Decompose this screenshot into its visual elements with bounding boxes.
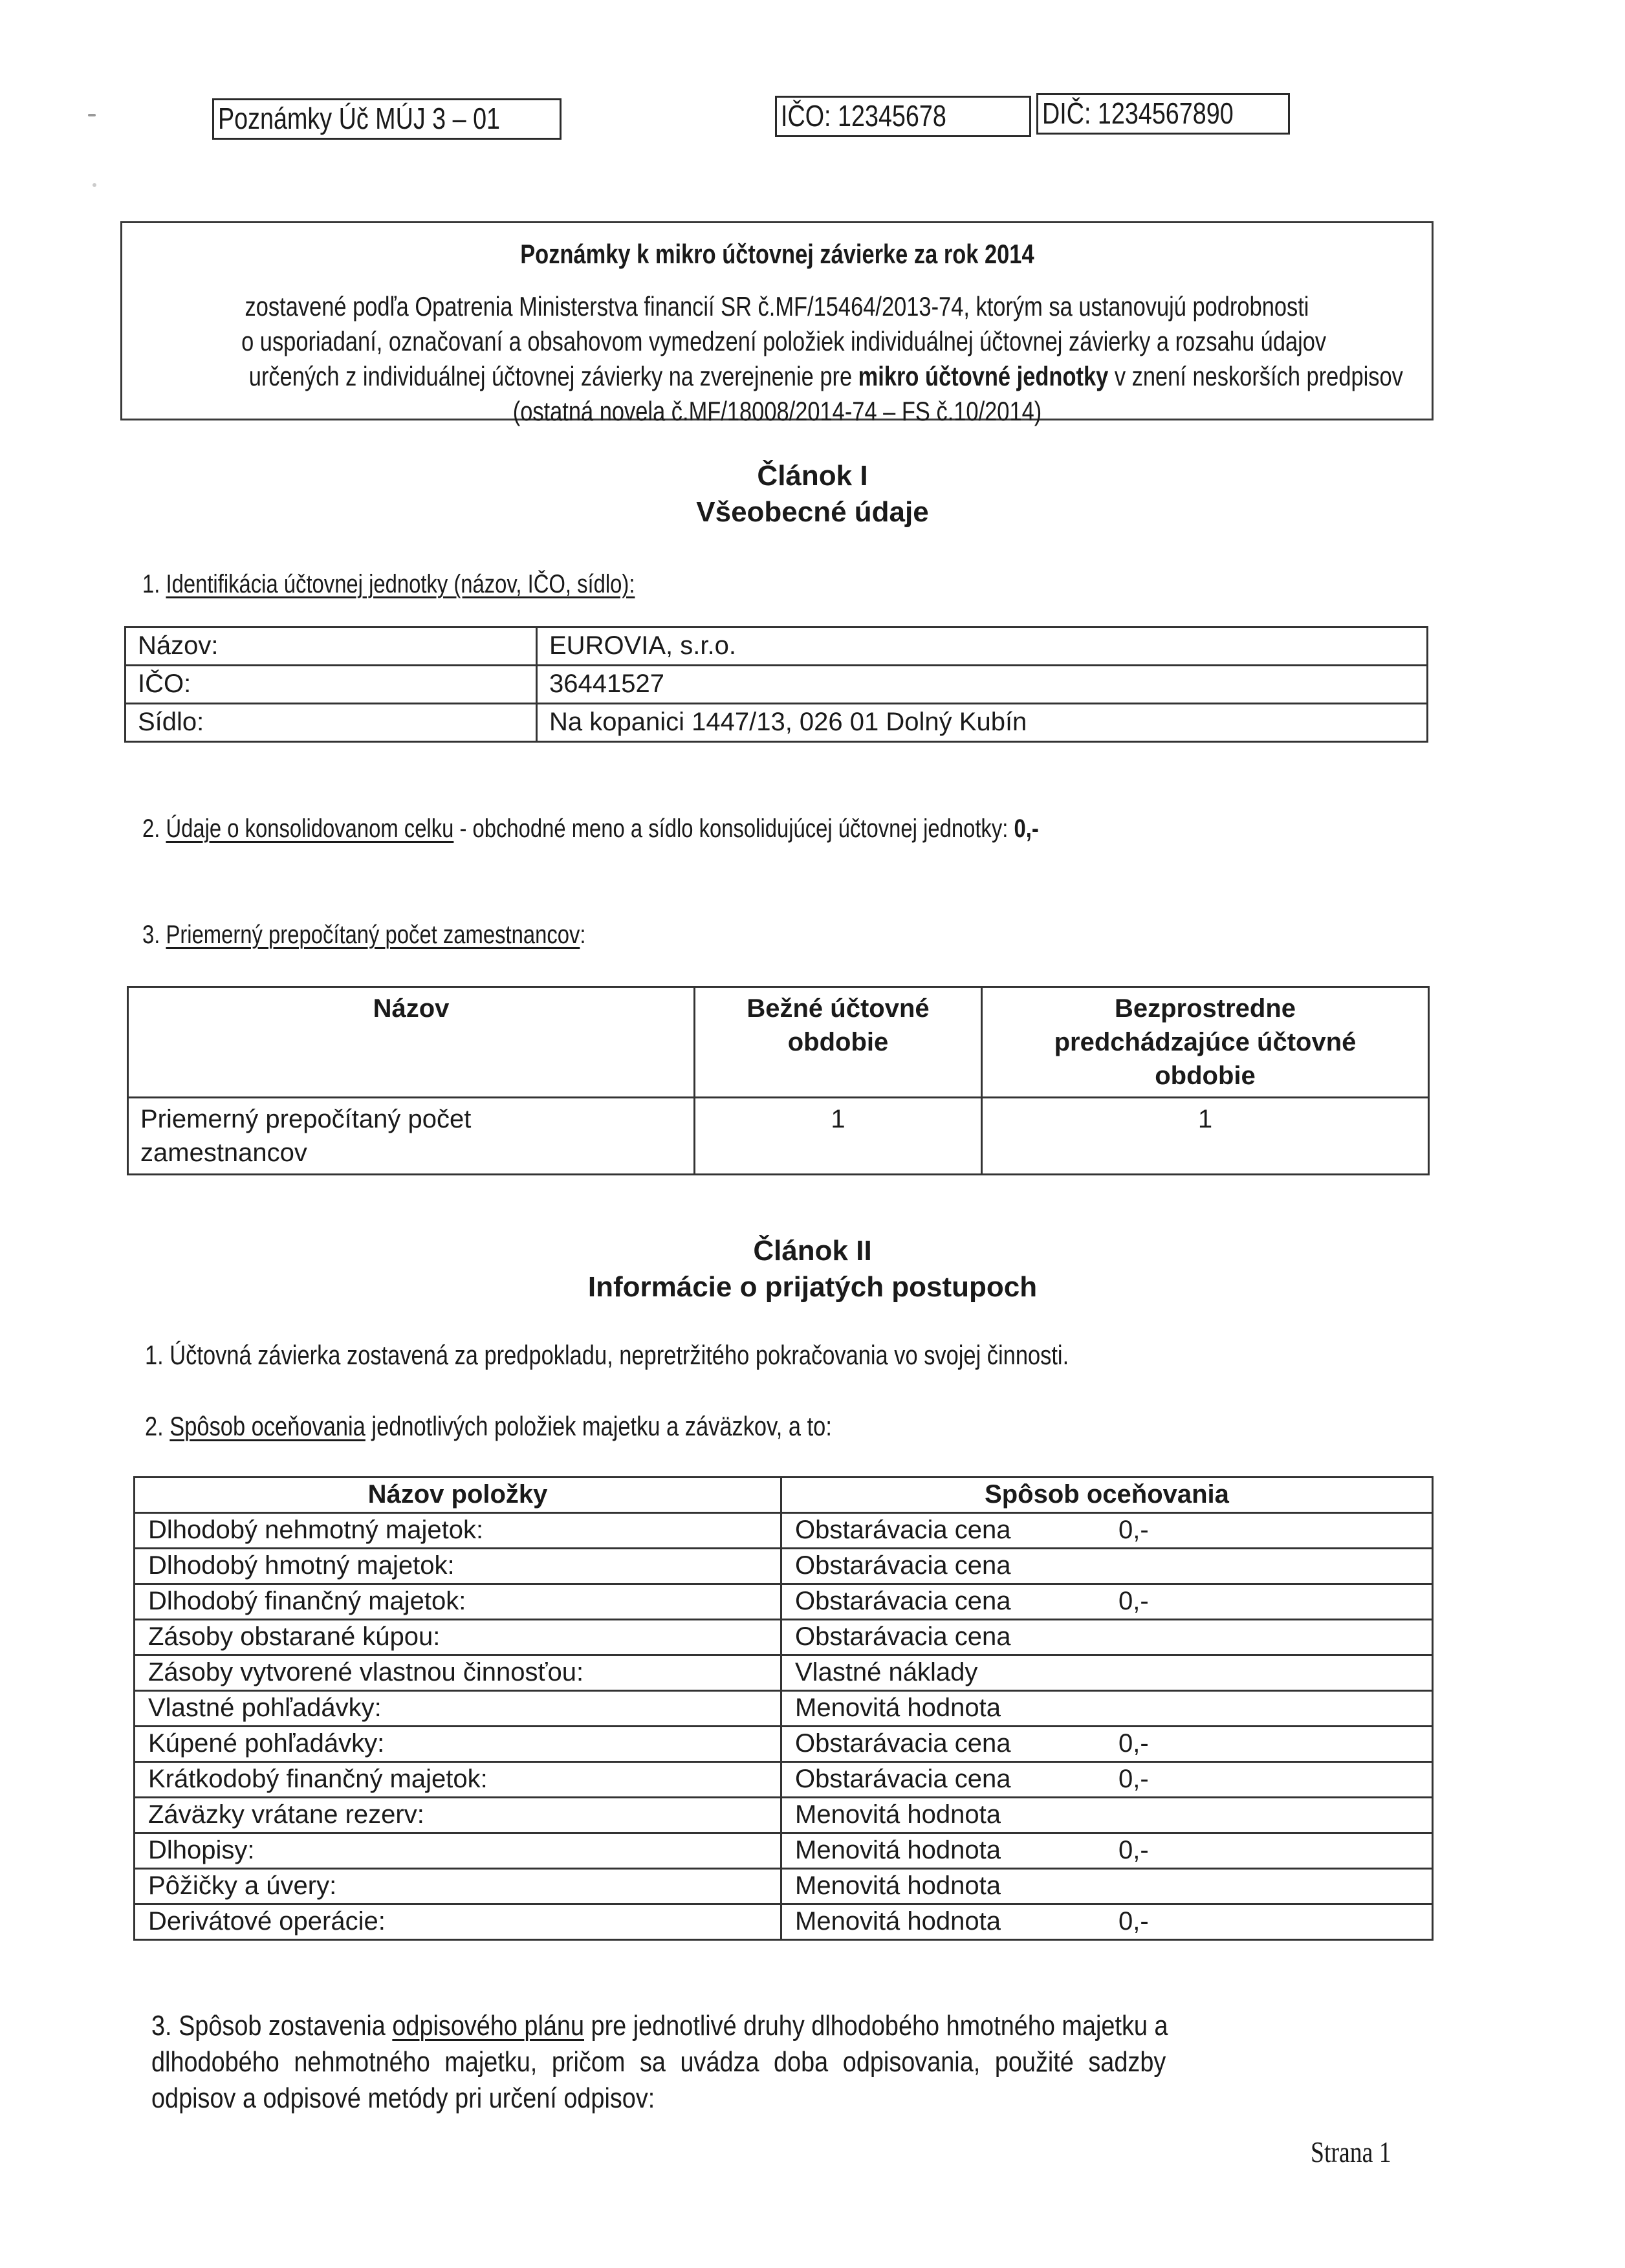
valuation-item: Záväzky vrátane rezerv: [135,1798,781,1833]
item-2-3 [151,2008,1333,2117]
ident-value: 36441527 [537,666,1428,704]
valuation-method-cell [781,1513,1433,1549]
table-row [135,1869,1433,1904]
identification-table [124,626,1428,743]
article-2-subtitle: Informácie o prijatých postupoch [587,1271,1038,1303]
item-2-2-desc: jednotlivých položiek majetku a záväzkov, a to: [365,1411,832,1441]
ident-label: IČO: [125,666,537,704]
item-number: 1. [142,570,166,598]
dic-box [1036,93,1290,135]
valuation-method: Obstarávacia cena [795,1551,1011,1580]
valuation-value: 0,- [1118,1516,1149,1544]
valuation-item: Kúpené pohľadávky: [135,1727,781,1762]
item-colon: : [580,921,586,949]
table-row [135,1833,1433,1869]
valuation-method: Obstarávacia cena [795,1729,1011,1758]
valuation-item: Zásoby obstarané kúpou: [135,1620,781,1655]
ident-value: EUROVIA, s.r.o. [537,627,1428,666]
valuation-method-cell [781,1691,1433,1727]
item-number: 3. [142,921,166,949]
page-number-label: Strana 1 [1311,2135,1391,2168]
valuation-method-cell [781,1620,1433,1655]
item-2-2 [145,1410,983,1443]
table-row [135,1691,1433,1727]
table-row [135,1620,1433,1655]
dic-label: DIČ: 1234567890 [1042,96,1234,130]
table-row [128,1098,1429,1175]
valuation-item: Dlhodobý nehmotný majetok: [135,1513,781,1549]
valuation-item: Krátkodobý finančný majetok: [135,1762,781,1798]
ident-label: Názov: [125,627,537,666]
form-code-box [212,98,562,140]
valuation-method: Menovitá hodnota [795,1907,1001,1935]
intro-line [249,359,1403,394]
valuation-method-cell [781,1584,1433,1620]
scan-mark [93,183,96,187]
valuation-method: Obstarávacia cena [795,1622,1011,1651]
valuation-method-cell [781,1904,1433,1940]
item-2-3-line: dlhodobého nehmotného majetku, pričom sa uvádza doba odpisovania, použité sadzby [151,2046,1166,2078]
valuation-value: 0,- [1118,1587,1149,1615]
document-title: Poznámky k mikro účtovnej závierke za rok 2014 [519,239,1034,269]
valuation-item: Dlhodobý hmotný majetok: [135,1549,781,1584]
ico-box [775,96,1031,137]
employee-row-label: Priemerný prepočítaný počet zamestnancov [128,1098,695,1175]
item-2-3-line: odpisov a odpisové metódy pri určení odpisov: [151,2082,655,2114]
item-2-1 [145,1339,1272,1371]
intro-box [120,221,1434,426]
valuation-item: Vlastné pohľadávky: [135,1691,781,1727]
intro-line: (ostatná novela č.MF/18008/2014-74 – FS č.10/2014) [512,396,1042,426]
valuation-method-cell [781,1655,1433,1691]
table-row [135,1584,1433,1620]
item-2-3-label: odpisového plánu [392,2010,585,2042]
item-2-2-text [145,1410,832,1443]
item-1-2-label: Údaje o konsolidovanom celku [166,814,454,843]
valuation-method: Menovitá hodnota [795,1871,1001,1900]
ident-value: Na kopanici 1447/13, 026 01 Dolný Kubín [537,704,1428,742]
item-2-3-line [151,2008,1168,2044]
column-header-current: Bežné účtovné obdobie [695,987,982,1098]
table-row [135,1727,1433,1762]
column-header-method: Spôsob oceňovania [781,1477,1433,1513]
article-2-title: Článok II [753,1235,872,1267]
intro-line-bold: mikro účtovné jednotky [858,361,1109,391]
scan-mark [88,114,96,116]
form-code-label: Poznámky Úč MÚJ 3 – 01 [218,102,501,135]
employees-table [127,986,1430,1175]
valuation-item: Dlhodobý finančný majetok: [135,1584,781,1620]
valuation-method: Vlastné náklady [795,1658,978,1686]
intro-text [122,289,1432,429]
intro-line-text: v znení neskorších predpisov [1108,361,1403,391]
valuation-value: 0,- [1118,1836,1149,1864]
valuation-method-cell [781,1549,1433,1584]
valuation-value: 0,- [1118,1729,1149,1758]
valuation-method: Obstarávacia cena [795,1765,1011,1793]
valuation-item: Pôžičky a úvery: [135,1869,781,1904]
ico-label: IČO: 12345678 [781,99,946,133]
valuation-method: Menovitá hodnota [795,1800,1001,1829]
page-number [1311,2135,1409,2169]
item-number: 2. [145,1411,170,1441]
article-2-heading [0,1233,1625,1305]
table-row [125,704,1428,742]
item-1-3-label: Priemerný prepočítaný počet zamestnancov [166,921,580,949]
column-header-previous: Bezprostredne predchádzajúce účtovné obdobie [982,987,1429,1098]
article-1-heading [0,458,1625,530]
valuation-method-cell [781,1833,1433,1869]
table-row [125,666,1428,704]
item-1-3 [142,919,683,951]
item-2-3-text: pre jednotlivé druhy dlhodobého hmotného majetku a [584,2010,1168,2042]
item-2-3-text: Spôsob zostavenia [179,2010,393,2042]
column-header-item: Názov položky [135,1477,781,1513]
intro-line: zostavené podľa Opatrenia Ministerstva financií SR č.MF/15464/2013-74, ktorým sa ustanovujú podrobnosti [245,291,1309,322]
valuation-method-cell [781,1727,1433,1762]
table-header-row [128,987,1429,1098]
intro-line: o usporiadaní, označovaní a obsahovom vymedzení položiek individuálnej účtovnej závierky a rozsahu údajov [241,326,1327,356]
table-header-row [135,1477,1433,1513]
valuation-method-cell [781,1762,1433,1798]
valuation-value: 0,- [1118,1907,1149,1935]
table-row [135,1904,1433,1940]
employee-previous-value: 1 [982,1098,1429,1175]
valuation-rows [135,1513,1433,1940]
table-row [125,627,1428,666]
item-1-1 [142,568,743,600]
table-row [135,1513,1433,1549]
table-row [135,1549,1433,1584]
table-row [135,1655,1433,1691]
item-2-2-label: Spôsob oceňovania [169,1411,365,1441]
item-number: 3. [151,2010,179,2042]
article-1-title: Článok I [757,460,868,492]
column-header-name: Názov [128,987,695,1098]
valuation-method-cell [781,1869,1433,1904]
valuation-value: 0,- [1118,1765,1149,1793]
item-1-2-text [142,812,1039,845]
valuation-item: Zásoby vytvorené vlastnou činnosťou: [135,1655,781,1691]
valuation-item: Dlhopisy: [135,1833,781,1869]
item-1-1-label: Identifikácia účtovnej jednotky (názov, IČO, sídlo): [166,570,635,598]
valuation-method: Menovitá hodnota [795,1836,1001,1864]
ident-label: Sídlo: [125,704,537,742]
table-row [135,1762,1433,1798]
valuation-method: Obstarávacia cena [795,1516,1011,1544]
table-row [135,1798,1433,1833]
item-1-3-text [142,919,586,951]
item-2-1-text: 1. Účtovná závierka zostavená za predpokladu, nepretržitého pokračovania vo svojej činnosti. [145,1340,1069,1370]
article-1-subtitle: Všeobecné údaje [696,496,929,528]
item-1-2-value: 0,- [1014,814,1039,843]
intro-line-text: určených z individuálnej účtovnej závierky na zverejnenie pre [248,361,858,391]
item-1-1-text [142,568,635,600]
item-1-2-desc: - obchodné meno a sídlo konsolidujúcej účtovnej jednotky: [453,814,1014,843]
item-1-2 [142,812,1236,845]
valuation-item: Derivátové operácie: [135,1904,781,1940]
valuation-method-cell [781,1798,1433,1833]
valuation-method: Obstarávacia cena [795,1587,1011,1615]
employee-current-value: 1 [695,1098,982,1175]
valuation-table [133,1476,1434,1941]
valuation-method: Menovitá hodnota [795,1694,1001,1722]
item-number: 2. [142,814,166,843]
